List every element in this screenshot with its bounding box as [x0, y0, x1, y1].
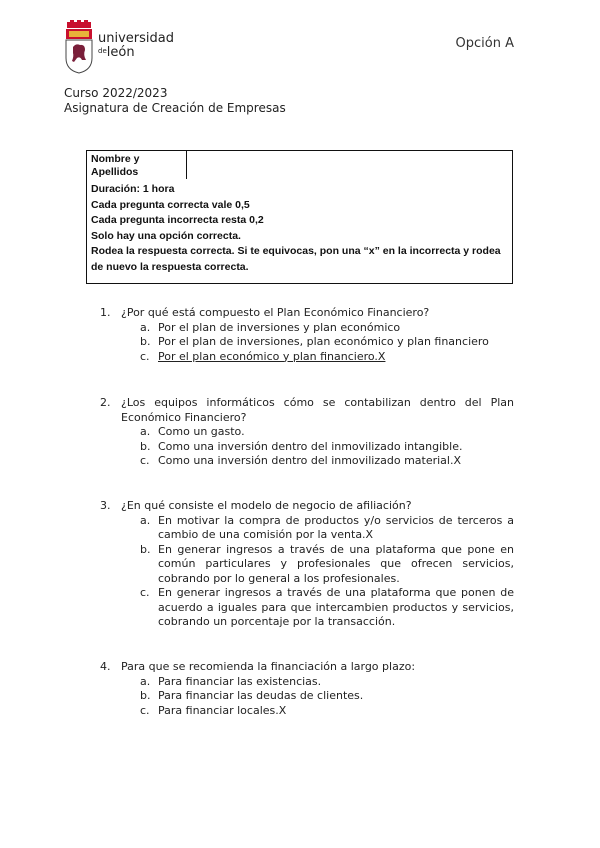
- answer-text: Por el plan de inversiones, plan económico y plan financiero: [158, 335, 489, 348]
- answer-letter: a.: [140, 425, 151, 438]
- answer-letter: c.: [140, 703, 150, 717]
- answer-list: [100, 425, 514, 469]
- answer-option[interactable]: [100, 335, 514, 350]
- answer-letter: b.: [140, 335, 151, 348]
- instruction-correct-value: Cada pregunta correcta vale 0,5: [91, 198, 250, 211]
- instructions-box: [86, 150, 513, 284]
- course-info: [64, 86, 286, 116]
- answer-list: [100, 321, 514, 365]
- question-3: [100, 499, 514, 630]
- exam-option: Opción A: [455, 36, 514, 51]
- course-subject: Asignatura de Creación de Empresas: [64, 101, 286, 115]
- answer-option[interactable]: [100, 454, 514, 469]
- name-label: Nombre y Apellidos: [87, 151, 187, 179]
- instruction-circle-answer: Rodea la respuesta correcta. Si te equivocas, pon una “x” en la incorrecta y rodea de nuevo la respuesta correcta.: [91, 245, 501, 273]
- answer-text: Para financiar locales.X: [158, 703, 287, 717]
- answer-letter: b.: [140, 439, 151, 453]
- answer-letter: a.: [140, 674, 151, 688]
- answer-text: Como una inversión dentro del inmovilizado material.X: [158, 454, 462, 467]
- answer-text: Como un gasto.: [158, 425, 245, 438]
- instruction-single-option: Solo hay una opción correcta.: [91, 229, 241, 242]
- question-number: 1.: [100, 306, 111, 319]
- answer-option[interactable]: [100, 321, 514, 336]
- question-text: ¿Por qué está compuesto el Plan Económico Financiero?: [121, 306, 430, 319]
- answer-text: En motivar la compra de productos y/o servicios de terceros a cambio de una comisión por la venta.X: [158, 513, 514, 541]
- course-year: Curso 2022/2023: [64, 86, 168, 100]
- question-number: 4.: [100, 660, 111, 673]
- question-number: 2.: [100, 396, 111, 409]
- name-field[interactable]: [188, 151, 512, 179]
- answer-option[interactable]: [100, 440, 514, 455]
- answer-letter: b.: [140, 542, 151, 556]
- answer-letter: b.: [140, 689, 151, 702]
- answer-text: En generar ingresos a través de una plataforma que ponen de acuerdo a iguales para que intercambien productos y servicios, cobrando un porcentaje por la transacción.: [158, 586, 514, 628]
- answer-text-marked: Por el plan económico y plan financiero.X: [158, 349, 386, 363]
- answer-option[interactable]: [100, 514, 514, 543]
- coat-of-arms-icon: [64, 20, 94, 74]
- instruction-lines: [91, 182, 508, 275]
- question-text: Para que se recomienda la financiación a largo plazo:: [121, 660, 416, 673]
- answer-option[interactable]: [100, 543, 514, 587]
- instruction-incorrect-penalty: Cada pregunta incorrecta resta 0,2: [91, 214, 264, 226]
- answer-list: [100, 675, 514, 719]
- question-number: 3.: [100, 499, 111, 512]
- answer-text: Para financiar las existencias.: [158, 674, 322, 688]
- answer-option[interactable]: [100, 350, 514, 365]
- answer-option[interactable]: [100, 704, 514, 719]
- instruction-duration: Duración: 1 hora: [91, 183, 175, 195]
- question-1: [100, 306, 514, 364]
- answer-letter: a.: [140, 513, 151, 527]
- answer-letter: c.: [140, 454, 150, 467]
- answer-letter: a.: [140, 320, 151, 334]
- answer-text: Por el plan de inversiones y plan económico: [158, 320, 401, 334]
- answer-option[interactable]: [100, 689, 514, 704]
- answer-text: Para financiar las deudas de clientes.: [158, 689, 364, 702]
- answer-letter: c.: [140, 586, 150, 599]
- answer-option[interactable]: [100, 425, 514, 440]
- question-text: ¿En qué consiste el modelo de negocio de afiliación?: [121, 499, 412, 512]
- question-2: [100, 396, 514, 469]
- answer-option[interactable]: [100, 586, 514, 630]
- logo-line1: universidad: [98, 31, 174, 46]
- answer-text: Como una inversión dentro del inmovilizado intangible.: [158, 439, 463, 453]
- university-logo: [64, 20, 174, 74]
- answer-text: En generar ingresos a través de una plataforma que pone en común particulares y profesionales que ofrecen servicios, cobrando por lo general a los profesionales.: [158, 542, 514, 585]
- logo-line2: león: [106, 45, 135, 60]
- question-text: ¿Los equipos informáticos cómo se contabilizan dentro del Plan Económico Financiero?: [121, 396, 514, 424]
- answer-letter: c.: [140, 349, 150, 363]
- logo-wordmark: [98, 32, 174, 59]
- logo-de: de: [98, 47, 107, 55]
- answer-option[interactable]: [100, 675, 514, 690]
- question-4: [100, 660, 514, 718]
- answer-list: [100, 514, 514, 630]
